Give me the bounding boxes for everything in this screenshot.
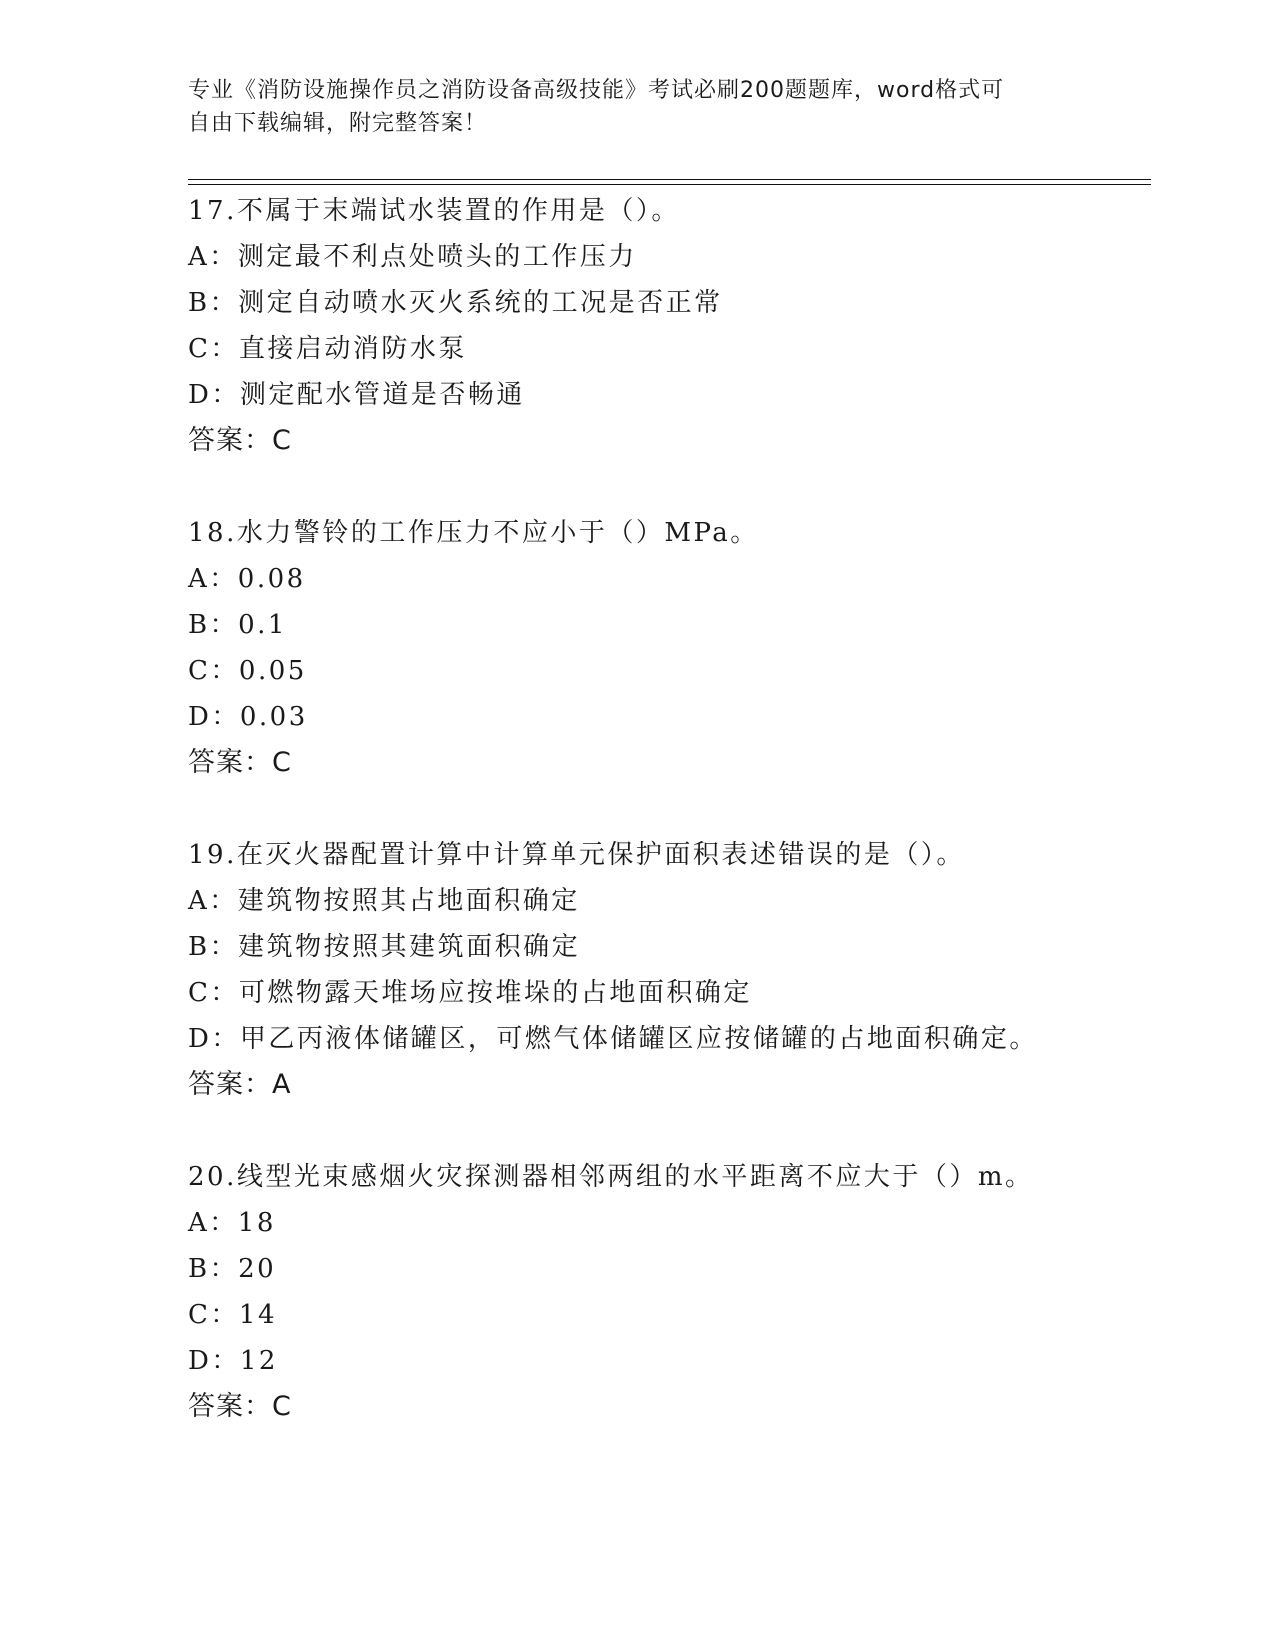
option-separator: ： bbox=[209, 1254, 239, 1284]
question-option-a bbox=[188, 878, 1148, 924]
option-key: A bbox=[188, 242, 210, 272]
question-option-b bbox=[188, 602, 1148, 648]
option-key: D bbox=[188, 1024, 212, 1054]
answer-value: C bbox=[272, 1391, 292, 1422]
option-key: A bbox=[188, 1208, 210, 1238]
header-line-2: 自由下载编辑，附完整答案！ bbox=[188, 111, 488, 136]
option-key: B bbox=[188, 610, 210, 640]
option-text: 0.1 bbox=[238, 610, 287, 640]
question-option-a bbox=[188, 234, 1148, 280]
question-stem: 19.在灭火器配置计算中计算单元保护面积表述错误的是（）。 bbox=[188, 840, 965, 870]
option-separator: ： bbox=[209, 564, 238, 594]
option-key: B bbox=[188, 932, 210, 962]
option-key: B bbox=[188, 288, 210, 318]
question-block bbox=[188, 510, 1148, 786]
answer-value: A bbox=[272, 1069, 292, 1100]
option-key: D bbox=[188, 702, 212, 732]
question-stem: 20.线型光束感烟火灾探测器相邻两组的水平距离不应大于（）m。 bbox=[188, 1162, 1034, 1192]
question-block bbox=[188, 832, 1148, 1108]
answer-line bbox=[188, 740, 1148, 786]
option-text: 测定自动喷水灭火系统的工况是否正常 bbox=[238, 288, 723, 318]
option-text: 12 bbox=[239, 1346, 278, 1376]
header-divider-top bbox=[188, 179, 1151, 180]
question-option-c bbox=[188, 970, 1148, 1016]
option-separator: ： bbox=[211, 1346, 240, 1376]
option-text: 20 bbox=[238, 1254, 277, 1284]
option-text: 0.05 bbox=[238, 656, 307, 686]
question-block bbox=[188, 1154, 1148, 1430]
option-separator: ： bbox=[211, 702, 240, 732]
option-key: D bbox=[188, 1346, 212, 1376]
question-option-c bbox=[188, 648, 1148, 694]
question-option-a bbox=[188, 1200, 1148, 1246]
option-key: A bbox=[188, 564, 210, 594]
option-text: 14 bbox=[238, 1300, 278, 1330]
question-option-c bbox=[188, 1292, 1148, 1338]
option-key: C bbox=[188, 334, 211, 364]
option-separator: ： bbox=[209, 886, 238, 916]
answer-label: 答案： bbox=[188, 1391, 272, 1422]
option-separator: ： bbox=[210, 334, 239, 364]
option-separator: ： bbox=[209, 932, 239, 962]
option-key: D bbox=[188, 380, 212, 410]
option-separator: ： bbox=[210, 1300, 239, 1330]
option-key: B bbox=[188, 1254, 210, 1284]
question-stem: 18.水力警铃的工作压力不应小于（）MPa。 bbox=[188, 518, 759, 548]
answer-line bbox=[188, 1384, 1148, 1430]
question-option-c bbox=[188, 326, 1148, 372]
question-option-d bbox=[188, 372, 1148, 418]
option-text: 甲乙丙液体储罐区，可燃气体储罐区应按储罐的占地面积确定。 bbox=[239, 1024, 1038, 1054]
option-text: 测定配水管道是否畅通 bbox=[239, 380, 525, 410]
document-header bbox=[188, 74, 1068, 140]
answer-line bbox=[188, 1062, 1148, 1108]
option-text: 建筑物按照其建筑面积确定 bbox=[238, 932, 581, 962]
option-separator: ： bbox=[209, 1208, 238, 1238]
option-text: 可燃物露天堆场应按堆垛的占地面积确定 bbox=[238, 978, 752, 1008]
option-key: C bbox=[188, 978, 211, 1008]
option-key: C bbox=[188, 656, 211, 686]
option-text: 0.03 bbox=[239, 702, 308, 732]
question-option-d bbox=[188, 694, 1148, 740]
question-option-d bbox=[188, 1338, 1148, 1384]
question-option-b bbox=[188, 1246, 1148, 1292]
answer-value: C bbox=[272, 425, 292, 456]
option-text: 直接启动消防水泵 bbox=[238, 334, 467, 364]
option-separator: ： bbox=[211, 380, 240, 410]
option-text: 0.08 bbox=[237, 564, 306, 594]
question-block bbox=[188, 188, 1148, 464]
answer-line bbox=[188, 418, 1148, 464]
option-text: 测定最不利点处喷头的工作压力 bbox=[237, 242, 637, 272]
header-line-1: 专业《消防设施操作员之消防设备高级技能》考试必刷200题题库，word格式可 bbox=[188, 78, 1005, 103]
option-separator: ： bbox=[210, 656, 239, 686]
option-separator: ： bbox=[209, 242, 238, 272]
option-separator: ： bbox=[211, 1024, 240, 1054]
question-option-d bbox=[188, 1016, 1148, 1062]
option-separator: ： bbox=[209, 610, 239, 640]
answer-label: 答案： bbox=[188, 1069, 272, 1100]
option-key: C bbox=[188, 1300, 211, 1330]
option-separator: ： bbox=[209, 288, 239, 318]
question-stem: 17.不属于末端试水装置的作用是（）。 bbox=[188, 196, 680, 226]
answer-value: C bbox=[272, 747, 292, 778]
question-option-b bbox=[188, 924, 1148, 970]
answer-label: 答案： bbox=[188, 747, 272, 778]
option-text: 建筑物按照其占地面积确定 bbox=[237, 886, 580, 916]
question-option-b bbox=[188, 280, 1148, 326]
answer-label: 答案： bbox=[188, 425, 272, 456]
option-text: 18 bbox=[237, 1208, 276, 1238]
question-option-a bbox=[188, 556, 1148, 602]
option-key: A bbox=[188, 886, 210, 916]
header-divider-bottom bbox=[188, 184, 1151, 185]
option-separator: ： bbox=[210, 978, 239, 1008]
